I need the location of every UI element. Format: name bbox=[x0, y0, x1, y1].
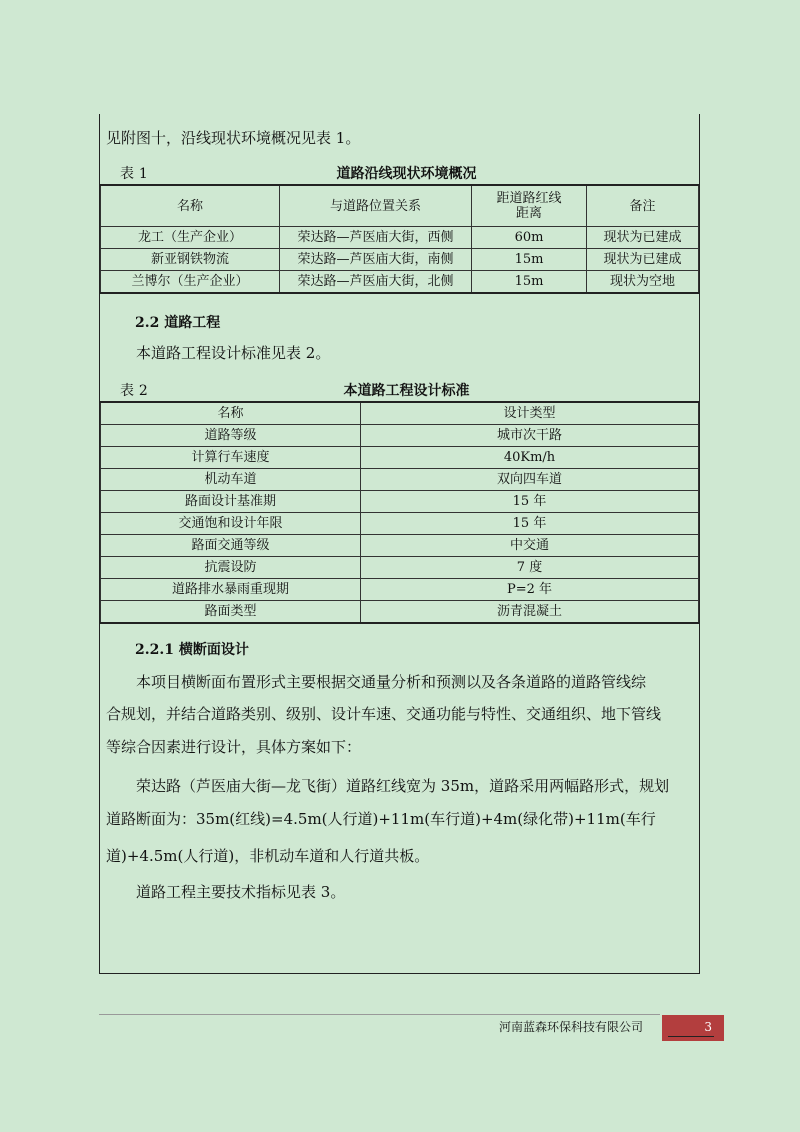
table1-cell: 龙工（生产企业） bbox=[101, 227, 280, 249]
table1-cell: 新亚钢铁物流 bbox=[101, 249, 280, 271]
table2-cell: 40Km/h bbox=[361, 447, 699, 469]
para2-line3: 道)+4.5m(人行道)，非机动车道和人行道共板。 bbox=[106, 847, 430, 865]
table-row bbox=[101, 425, 699, 447]
page-number: 3 bbox=[704, 1020, 712, 1034]
table2-header-name: 名称 bbox=[101, 402, 361, 425]
table1-title: 道路沿线现状环境概况 bbox=[336, 166, 477, 182]
table2-cell: 道路等级 bbox=[101, 425, 361, 447]
table2-cell: 双向四车道 bbox=[361, 469, 699, 491]
table2-cell: 交通饱和设计年限 bbox=[101, 513, 361, 535]
section-2-2-1-heading: 2.2.1 横断面设计 bbox=[135, 642, 249, 658]
content-frame bbox=[99, 114, 700, 974]
para3: 道路工程主要技术指标见表 3。 bbox=[136, 883, 346, 901]
table1-header-relation: 与道路位置关系 bbox=[280, 185, 472, 227]
table-row bbox=[101, 249, 699, 271]
environment-table bbox=[100, 184, 699, 294]
section-2-2-heading: 2.2 道路工程 bbox=[135, 315, 221, 331]
table1-cell: 15m bbox=[472, 249, 587, 271]
table1-label: 表 1 bbox=[120, 166, 148, 182]
table2-cell: 15 年 bbox=[361, 491, 699, 513]
table1-cell: 荣达路—芦医庙大街，北侧 bbox=[280, 271, 472, 294]
table-row bbox=[101, 579, 699, 601]
table-row bbox=[101, 271, 699, 294]
table2-title: 本道路工程设计标准 bbox=[343, 383, 470, 399]
table1-cell: 15m bbox=[472, 271, 587, 294]
section-2-2-text: 本道路工程设计标准见表 2。 bbox=[136, 344, 331, 362]
table1-header-distance: 距道路红线 距离 bbox=[472, 185, 587, 227]
table-row bbox=[101, 447, 699, 469]
table2-cell: 城市次干路 bbox=[361, 425, 699, 447]
table2-cell: P=2 年 bbox=[361, 579, 699, 601]
table1-cell: 荣达路—芦医庙大街，南侧 bbox=[280, 249, 472, 271]
table1-cell: 现状为空地 bbox=[587, 271, 699, 294]
intro-line: 见附图十，沿线现状环境概况见表 1。 bbox=[106, 129, 361, 147]
table1-cell: 荣达路—芦医庙大街，西侧 bbox=[280, 227, 472, 249]
table2-cell: 抗震设防 bbox=[101, 557, 361, 579]
table1-cell: 60m bbox=[472, 227, 587, 249]
table2-cell: 路面类型 bbox=[101, 601, 361, 624]
table-row bbox=[101, 535, 699, 557]
design-standard-table bbox=[100, 401, 699, 624]
para1-line1: 本项目横断面布置形式主要根据交通量分析和预测以及各条道路的道路管线综 bbox=[136, 673, 647, 691]
table1-caption bbox=[120, 163, 693, 181]
table-row bbox=[101, 557, 699, 579]
table-row bbox=[101, 469, 699, 491]
table2-cell: 7 度 bbox=[361, 557, 699, 579]
table-row bbox=[101, 513, 699, 535]
table2-cell: 15 年 bbox=[361, 513, 699, 535]
table2-cell: 计算行车速度 bbox=[101, 447, 361, 469]
footer-divider bbox=[99, 1014, 660, 1015]
page-underline bbox=[668, 1036, 714, 1037]
table-row bbox=[101, 601, 699, 624]
table1-cell: 兰博尔（生产企业） bbox=[101, 271, 280, 294]
table-row bbox=[101, 402, 699, 425]
para2-line2: 道路断面为：35m(红线)=4.5m(人行道)+11m(车行道)+4m(绿化带)+11m(车行 bbox=[106, 810, 656, 828]
para2-line1: 荣达路（芦医庙大街—龙飞街）道路红线宽为 35m，道路采用两幅路形式，规划 bbox=[136, 777, 670, 795]
table2-header-type: 设计类型 bbox=[361, 402, 699, 425]
table2-cell: 道路排水暴雨重现期 bbox=[101, 579, 361, 601]
table2-caption bbox=[120, 380, 693, 398]
table2-cell: 路面设计基准期 bbox=[101, 491, 361, 513]
table1-cell: 现状为已建成 bbox=[587, 227, 699, 249]
table-row bbox=[101, 227, 699, 249]
table2-cell: 沥青混凝土 bbox=[361, 601, 699, 624]
table2-cell: 中交通 bbox=[361, 535, 699, 557]
table2-cell: 机动车道 bbox=[101, 469, 361, 491]
table1-header-name: 名称 bbox=[101, 185, 280, 227]
table1-cell: 现状为已建成 bbox=[587, 249, 699, 271]
page-number-badge bbox=[662, 1015, 724, 1041]
para1-line2: 合规划，并结合道路类别、级别、设计车速、交通功能与特性、交通组织、地下管线 bbox=[106, 705, 662, 723]
table2-cell: 路面交通等级 bbox=[101, 535, 361, 557]
footer-company: 河南蓝森环保科技有限公司 bbox=[499, 1020, 644, 1034]
table1-header-remark: 备注 bbox=[587, 185, 699, 227]
table2-label: 表 2 bbox=[120, 383, 148, 399]
para1-line3: 等综合因素进行设计，具体方案如下： bbox=[106, 738, 362, 756]
table-row bbox=[101, 491, 699, 513]
